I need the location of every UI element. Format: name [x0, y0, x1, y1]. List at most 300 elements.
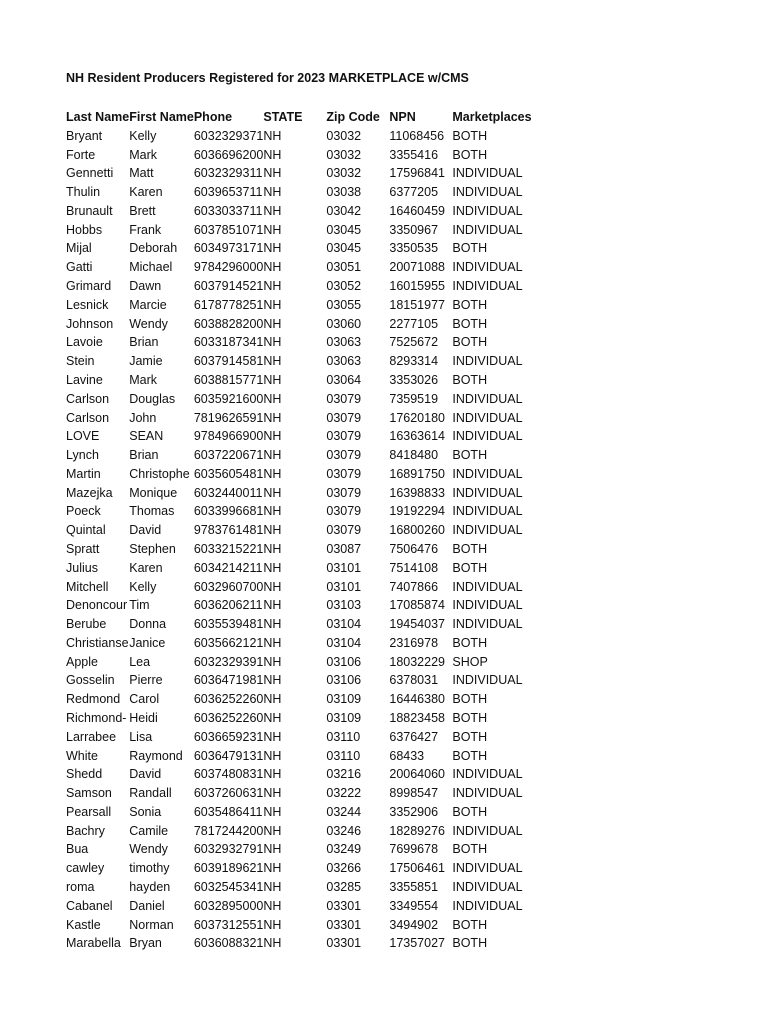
phone-cell: 6037914521: [193, 279, 264, 294]
marketplaces-cell: BOTH: [452, 316, 488, 331]
last-name-cell: roma: [66, 880, 95, 895]
marketplaces-cell: SHOP: [452, 654, 488, 669]
marketplaces-cell: INDIVIDUAL: [452, 166, 523, 181]
state-cell: NH: [263, 297, 282, 312]
marketplaces-cell: BOTH: [452, 842, 488, 857]
zip-code-cell: 03246: [326, 823, 362, 838]
first-name-cell: Randall: [129, 786, 172, 801]
table-row: [66, 559, 542, 578]
zip-code-cell: 03249: [326, 842, 362, 857]
state-cell: NH: [263, 147, 282, 162]
phone-cell: 6036252260: [193, 692, 264, 707]
last-name-cell: Mazejka: [66, 485, 113, 500]
last-name-cell: Shedd: [66, 767, 103, 782]
phone-cell: 6033033711: [193, 203, 263, 218]
npn-cell: 16800260: [389, 523, 445, 538]
first-name-cell: Wendy: [129, 316, 168, 331]
table-row: [66, 897, 542, 916]
table-row: [66, 878, 542, 897]
zip-code-cell: 03079: [326, 504, 362, 519]
phone-cell: 6037220671: [193, 448, 264, 463]
marketplaces-cell: BOTH: [452, 711, 488, 725]
npn-cell: 18823458: [389, 711, 445, 725]
phone-cell: 6039189621: [193, 861, 264, 876]
phone-cell: 9783761481: [193, 523, 264, 538]
last-name-cell: cawley: [66, 861, 105, 876]
marketplaces-cell: INDIVIDUAL: [452, 466, 523, 481]
last-name-cell: Berube: [66, 617, 107, 632]
first-name-cell: Donna: [129, 617, 167, 632]
marketplaces-cell: BOTH: [452, 372, 488, 387]
last-name-cell: Samson: [66, 786, 112, 801]
first-name-cell: Pierre: [129, 673, 163, 688]
npn-cell: 3355416: [389, 147, 439, 162]
npn-cell: 3355851: [389, 880, 439, 895]
zip-code-cell: 03079: [326, 466, 362, 481]
state-cell: NH: [263, 260, 282, 275]
npn-cell: 2277105: [389, 316, 439, 331]
table-row: [66, 315, 542, 334]
first-name-cell: Janice: [129, 635, 166, 650]
table-row: [66, 202, 542, 221]
phone-cell: 6032545341: [193, 880, 264, 895]
phone-cell: 6036206211: [193, 598, 263, 613]
table-row: [66, 747, 542, 766]
first-name-cell: Marcie: [129, 297, 167, 312]
zip-code-cell: 03222: [326, 786, 362, 801]
phone-cell: 6037914581: [193, 354, 264, 369]
last-name-cell: Julius: [66, 560, 98, 575]
state-cell: NH: [263, 767, 282, 782]
zip-code-cell: 03060: [326, 316, 362, 331]
table-row: [66, 728, 542, 747]
first-name-cell: Deborah: [129, 241, 178, 256]
first-name-cell: Mark: [129, 147, 158, 162]
npn-cell: 18032229: [389, 654, 445, 669]
state-cell: NH: [263, 560, 282, 575]
phone-cell: 6037312551: [193, 917, 264, 932]
state-cell: NH: [263, 729, 282, 744]
zip-code-cell: 03109: [326, 711, 362, 725]
first-name-cell: Lisa: [129, 729, 153, 744]
table-row: [66, 653, 542, 672]
marketplaces-cell: BOTH: [452, 692, 488, 707]
phone-cell: 9784966900: [193, 429, 264, 444]
last-name-cell: Grimard: [66, 279, 112, 294]
state-cell: NH: [263, 429, 282, 444]
state-cell: NH: [263, 185, 282, 200]
state-cell: NH: [263, 617, 282, 632]
marketplaces-cell: BOTH: [452, 748, 488, 763]
state-cell: NH: [263, 166, 282, 181]
phone-cell: 6036088321: [193, 936, 264, 951]
npn-cell: 16363614: [389, 429, 445, 444]
table-row: [66, 484, 542, 503]
last-name-cell: Forte: [66, 147, 96, 162]
table-row: [66, 803, 542, 822]
last-name-cell: Redmond: [66, 692, 121, 707]
zip-code-cell: 03045: [326, 241, 362, 256]
npn-cell: 16015955: [389, 279, 445, 294]
phone-cell: 6032932791: [193, 842, 264, 857]
last-name-cell: Denoncour: [66, 598, 128, 613]
table-row: [66, 840, 542, 859]
marketplaces-cell: INDIVIDUAL: [452, 579, 523, 594]
last-name-cell: Apple: [66, 654, 98, 669]
first-name-cell: Camile: [129, 823, 169, 838]
table-row: [66, 822, 542, 841]
npn-cell: 6377205: [389, 185, 439, 200]
state-cell: NH: [263, 880, 282, 895]
zip-code-cell: 03032: [326, 147, 362, 162]
zip-code-cell: 03301: [326, 936, 362, 951]
npn-cell: 8293314: [389, 354, 439, 369]
marketplaces-cell: BOTH: [452, 335, 488, 350]
npn-cell: 7407866: [389, 579, 439, 594]
zip-code-cell: 03301: [326, 917, 362, 932]
phone-cell: 6038815771: [193, 372, 264, 387]
last-name-cell: Gennetti: [66, 166, 114, 181]
table-row: [66, 690, 542, 709]
table-row: [66, 277, 542, 296]
state-cell: NH: [263, 748, 282, 763]
last-name-cell: Mitchell: [66, 579, 109, 594]
last-name-cell: White: [66, 748, 98, 763]
zip-code-cell: 03087: [326, 541, 362, 556]
npn-cell: 6376427: [389, 729, 439, 744]
first-name-cell: David: [129, 767, 162, 782]
first-name-cell: Monique: [129, 485, 178, 500]
npn-cell: 18151977: [389, 297, 445, 312]
first-name-cell: Wendy: [129, 842, 168, 857]
phone-cell: 6036479131: [193, 748, 264, 763]
marketplaces-cell: BOTH: [452, 147, 488, 162]
marketplaces-cell: INDIVIDUAL: [452, 523, 523, 538]
first-name-cell: timothy: [129, 861, 170, 876]
state-cell: NH: [263, 279, 282, 294]
zip-code-cell: 03045: [326, 222, 362, 237]
zip-code-cell: 03079: [326, 448, 362, 463]
marketplaces-cell: BOTH: [452, 560, 488, 575]
first-name-cell: Karen: [129, 185, 163, 200]
state-cell: NH: [263, 372, 282, 387]
last-name-cell: Christianse: [66, 635, 129, 650]
first-name-cell: Frank: [129, 222, 162, 237]
zip-code-cell: 03063: [326, 354, 362, 369]
last-name-cell: Richmond-: [66, 711, 127, 725]
phone-cell: 6036659231: [193, 729, 264, 744]
first-name-cell: Michael: [129, 260, 173, 275]
marketplaces-cell: INDIVIDUAL: [452, 260, 523, 275]
marketplaces-cell: INDIVIDUAL: [452, 222, 523, 237]
zip-code-cell: 03104: [326, 635, 362, 650]
phone-cell: 6039653711: [193, 185, 263, 200]
state-cell: NH: [263, 466, 282, 481]
state-cell: NH: [263, 504, 282, 519]
state-cell: NH: [263, 410, 282, 425]
npn-cell: 7699678: [389, 842, 439, 857]
table-row: [66, 765, 542, 784]
zip-code-cell: 03079: [326, 429, 362, 444]
npn-cell: 17596841: [389, 166, 445, 181]
first-name-cell: Sonia: [129, 804, 162, 819]
first-name-cell: Jamie: [129, 354, 163, 369]
first-name-cell: Raymond: [129, 748, 183, 763]
last-name-cell: Gosselin: [66, 673, 115, 688]
zip-code-cell: 03063: [326, 335, 362, 350]
last-name-cell: Lesnick: [66, 297, 109, 312]
marketplaces-cell: INDIVIDUAL: [452, 429, 523, 444]
state-cell: NH: [263, 673, 282, 688]
table-row: [66, 540, 542, 559]
table-row: [66, 221, 542, 240]
last-name-cell: Lynch: [66, 448, 99, 463]
marketplaces-cell: INDIVIDUAL: [452, 673, 523, 688]
last-name-cell: Cabanel: [66, 898, 113, 913]
npn-cell: 68433: [389, 748, 425, 763]
phone-cell: 6032960700: [193, 579, 264, 594]
zip-code-cell: 03266: [326, 861, 362, 876]
npn-cell: 3352906: [389, 804, 439, 819]
column-header-first-name: First Name: [129, 110, 194, 124]
state-cell: NH: [263, 804, 282, 819]
phone-cell: 6036252260: [193, 711, 264, 725]
last-name-cell: Carlson: [66, 410, 110, 425]
phone-cell: 6032329391: [193, 654, 264, 669]
last-name-cell: Poeck: [66, 504, 101, 519]
first-name-cell: Karen: [129, 560, 163, 575]
marketplaces-cell: BOTH: [452, 917, 488, 932]
npn-cell: 3494902: [389, 917, 439, 932]
zip-code-cell: 03106: [326, 673, 362, 688]
marketplaces-cell: INDIVIDUAL: [452, 767, 523, 782]
marketplaces-cell: INDIVIDUAL: [452, 410, 523, 425]
table-row: [66, 578, 542, 597]
table-row: [66, 371, 542, 390]
table-row: [66, 671, 542, 690]
npn-cell: 16398833: [389, 485, 445, 500]
zip-code-cell: 03064: [326, 372, 362, 387]
state-cell: NH: [263, 335, 282, 350]
npn-cell: 18289276: [389, 823, 445, 838]
zip-code-cell: 03101: [326, 560, 362, 575]
phone-cell: 6033187341: [193, 335, 264, 350]
table-row: [66, 258, 542, 277]
state-cell: NH: [263, 823, 282, 838]
first-name-cell: Christophe: [129, 466, 190, 481]
zip-code-cell: 03052: [326, 279, 362, 294]
last-name-cell: Martin: [66, 466, 101, 481]
marketplaces-cell: BOTH: [452, 936, 488, 951]
column-header-phone: Phone: [193, 110, 233, 124]
last-name-cell: Lavoie: [66, 335, 103, 350]
state-cell: NH: [263, 541, 282, 556]
state-cell: NH: [263, 598, 282, 613]
npn-cell: 16891750: [389, 466, 445, 481]
table-body: [66, 127, 542, 953]
npn-cell: 6378031: [389, 673, 439, 688]
phone-cell: 6034973171: [193, 241, 264, 256]
phone-cell: 6038828200: [193, 316, 264, 331]
phone-cell: 6037260631: [193, 786, 264, 801]
zip-code-cell: 03079: [326, 391, 362, 406]
marketplaces-cell: INDIVIDUAL: [452, 786, 523, 801]
state-cell: NH: [263, 898, 282, 913]
state-cell: NH: [263, 222, 282, 237]
column-header-last-name: Last Name: [66, 110, 130, 124]
table-row: [66, 934, 542, 953]
marketplaces-cell: BOTH: [452, 448, 488, 463]
zip-code-cell: 03104: [326, 617, 362, 632]
marketplaces-cell: INDIVIDUAL: [452, 391, 523, 406]
last-name-cell: LOVE: [66, 429, 100, 444]
npn-cell: 8418480: [389, 448, 439, 463]
state-cell: NH: [263, 579, 282, 594]
npn-cell: 11068456: [389, 128, 445, 143]
last-name-cell: Bachry: [66, 823, 105, 838]
marketplaces-cell: BOTH: [452, 804, 488, 819]
npn-cell: 8998547: [389, 786, 439, 801]
first-name-cell: Brian: [129, 448, 159, 463]
table-row: [66, 615, 542, 634]
column-header-state: STATE: [263, 110, 303, 124]
npn-cell: 17085874: [389, 598, 445, 613]
first-name-cell: Brett: [129, 203, 156, 218]
first-name-cell: Bryan: [129, 936, 162, 951]
last-name-cell: Pearsall: [66, 804, 112, 819]
npn-cell: 7514108: [389, 560, 439, 575]
state-cell: NH: [263, 635, 282, 650]
phone-cell: 6032329371: [193, 128, 264, 143]
last-name-cell: Bryant: [66, 128, 103, 143]
last-name-cell: Gatti: [66, 260, 93, 275]
npn-cell: 17506461: [389, 861, 445, 876]
npn-cell: 17357027: [389, 936, 445, 951]
phone-cell: 7817244200: [193, 823, 264, 838]
npn-cell: 7525672: [389, 335, 439, 350]
phone-cell: 6035605481: [193, 466, 264, 481]
marketplaces-cell: INDIVIDUAL: [452, 354, 523, 369]
state-cell: NH: [263, 448, 282, 463]
phone-cell: 6035539481: [193, 617, 264, 632]
table-row: [66, 465, 542, 484]
last-name-cell: Stein: [66, 354, 95, 369]
state-cell: NH: [263, 842, 282, 857]
last-name-cell: Mijal: [66, 241, 92, 256]
document-title: NH Resident Producers Registered for 2023 MARKETPLACE w/CMS: [66, 71, 469, 85]
last-name-cell: Lavine: [66, 372, 103, 387]
table-row: [66, 859, 542, 878]
first-name-cell: hayden: [129, 880, 171, 895]
phone-cell: 6037480831: [193, 767, 264, 782]
phone-cell: 6034214211: [193, 560, 263, 575]
npn-cell: 19454037: [389, 617, 445, 632]
first-name-cell: David: [129, 523, 162, 538]
marketplaces-cell: INDIVIDUAL: [452, 861, 523, 876]
npn-cell: 3350535: [389, 241, 439, 256]
table-row: [66, 127, 542, 146]
state-cell: NH: [263, 711, 282, 725]
zip-code-cell: 03301: [326, 898, 362, 913]
marketplaces-cell: INDIVIDUAL: [452, 185, 523, 200]
last-name-cell: Spratt: [66, 541, 100, 556]
state-cell: NH: [263, 936, 282, 951]
npn-cell: 17620180: [389, 410, 445, 425]
last-name-cell: Marabella: [66, 936, 121, 951]
npn-cell: 20071088: [389, 260, 445, 275]
phone-cell: 6036696200: [193, 147, 264, 162]
marketplaces-cell: INDIVIDUAL: [452, 617, 523, 632]
marketplaces-cell: INDIVIDUAL: [452, 485, 523, 500]
table-row: [66, 146, 542, 165]
first-name-cell: Brian: [129, 335, 159, 350]
zip-code-cell: 03032: [326, 128, 362, 143]
last-name-cell: Hobbs: [66, 222, 103, 237]
last-name-cell: Brunault: [66, 203, 113, 218]
marketplaces-cell: BOTH: [452, 541, 488, 556]
first-name-cell: Stephen: [129, 541, 176, 556]
zip-code-cell: 03110: [326, 729, 361, 744]
zip-code-cell: 03285: [326, 880, 362, 895]
marketplaces-cell: BOTH: [452, 241, 488, 256]
npn-cell: 16460459: [389, 203, 445, 218]
last-name-cell: Larrabee: [66, 729, 117, 744]
marketplaces-cell: INDIVIDUAL: [452, 203, 523, 218]
phone-cell: 7819626591: [193, 410, 264, 425]
state-cell: NH: [263, 654, 282, 669]
zip-code-cell: 03079: [326, 485, 362, 500]
zip-code-cell: 03032: [326, 166, 362, 181]
state-cell: NH: [263, 485, 282, 500]
zip-code-cell: 03109: [326, 692, 362, 707]
first-name-cell: Lea: [129, 654, 151, 669]
first-name-cell: Carol: [129, 692, 160, 707]
state-cell: NH: [263, 917, 282, 932]
last-name-cell: Quintal: [66, 523, 106, 538]
first-name-cell: Douglas: [129, 391, 176, 406]
first-name-cell: Thomas: [129, 504, 175, 519]
state-cell: NH: [263, 861, 282, 876]
table-row: [66, 352, 542, 371]
phone-cell: 6035662121: [193, 635, 264, 650]
phone-cell: 6033996681: [193, 504, 264, 519]
state-cell: NH: [263, 203, 282, 218]
state-cell: NH: [263, 354, 282, 369]
table-row: [66, 164, 542, 183]
table-row: [66, 634, 542, 653]
table-row: [66, 427, 542, 446]
last-name-cell: Carlson: [66, 391, 110, 406]
phone-cell: 6033215221: [193, 541, 264, 556]
marketplaces-cell: INDIVIDUAL: [452, 504, 523, 519]
state-cell: NH: [263, 692, 282, 707]
state-cell: NH: [263, 391, 282, 406]
header-row: [66, 108, 542, 127]
npn-cell: 7359519: [389, 391, 439, 406]
zip-code-cell: 03106: [326, 654, 362, 669]
phone-cell: 6178778251: [193, 297, 264, 312]
first-name-cell: Kelly: [129, 579, 157, 594]
phone-cell: 6037851071: [193, 222, 264, 237]
table-row: [66, 596, 542, 615]
first-name-cell: Heidi: [129, 711, 158, 725]
zip-code-cell: 03079: [326, 410, 362, 425]
first-name-cell: John: [129, 410, 157, 425]
first-name-cell: Tim: [129, 598, 150, 613]
first-name-cell: Dawn: [129, 279, 162, 294]
table-row: [66, 333, 542, 352]
marketplaces-cell: INDIVIDUAL: [452, 823, 523, 838]
